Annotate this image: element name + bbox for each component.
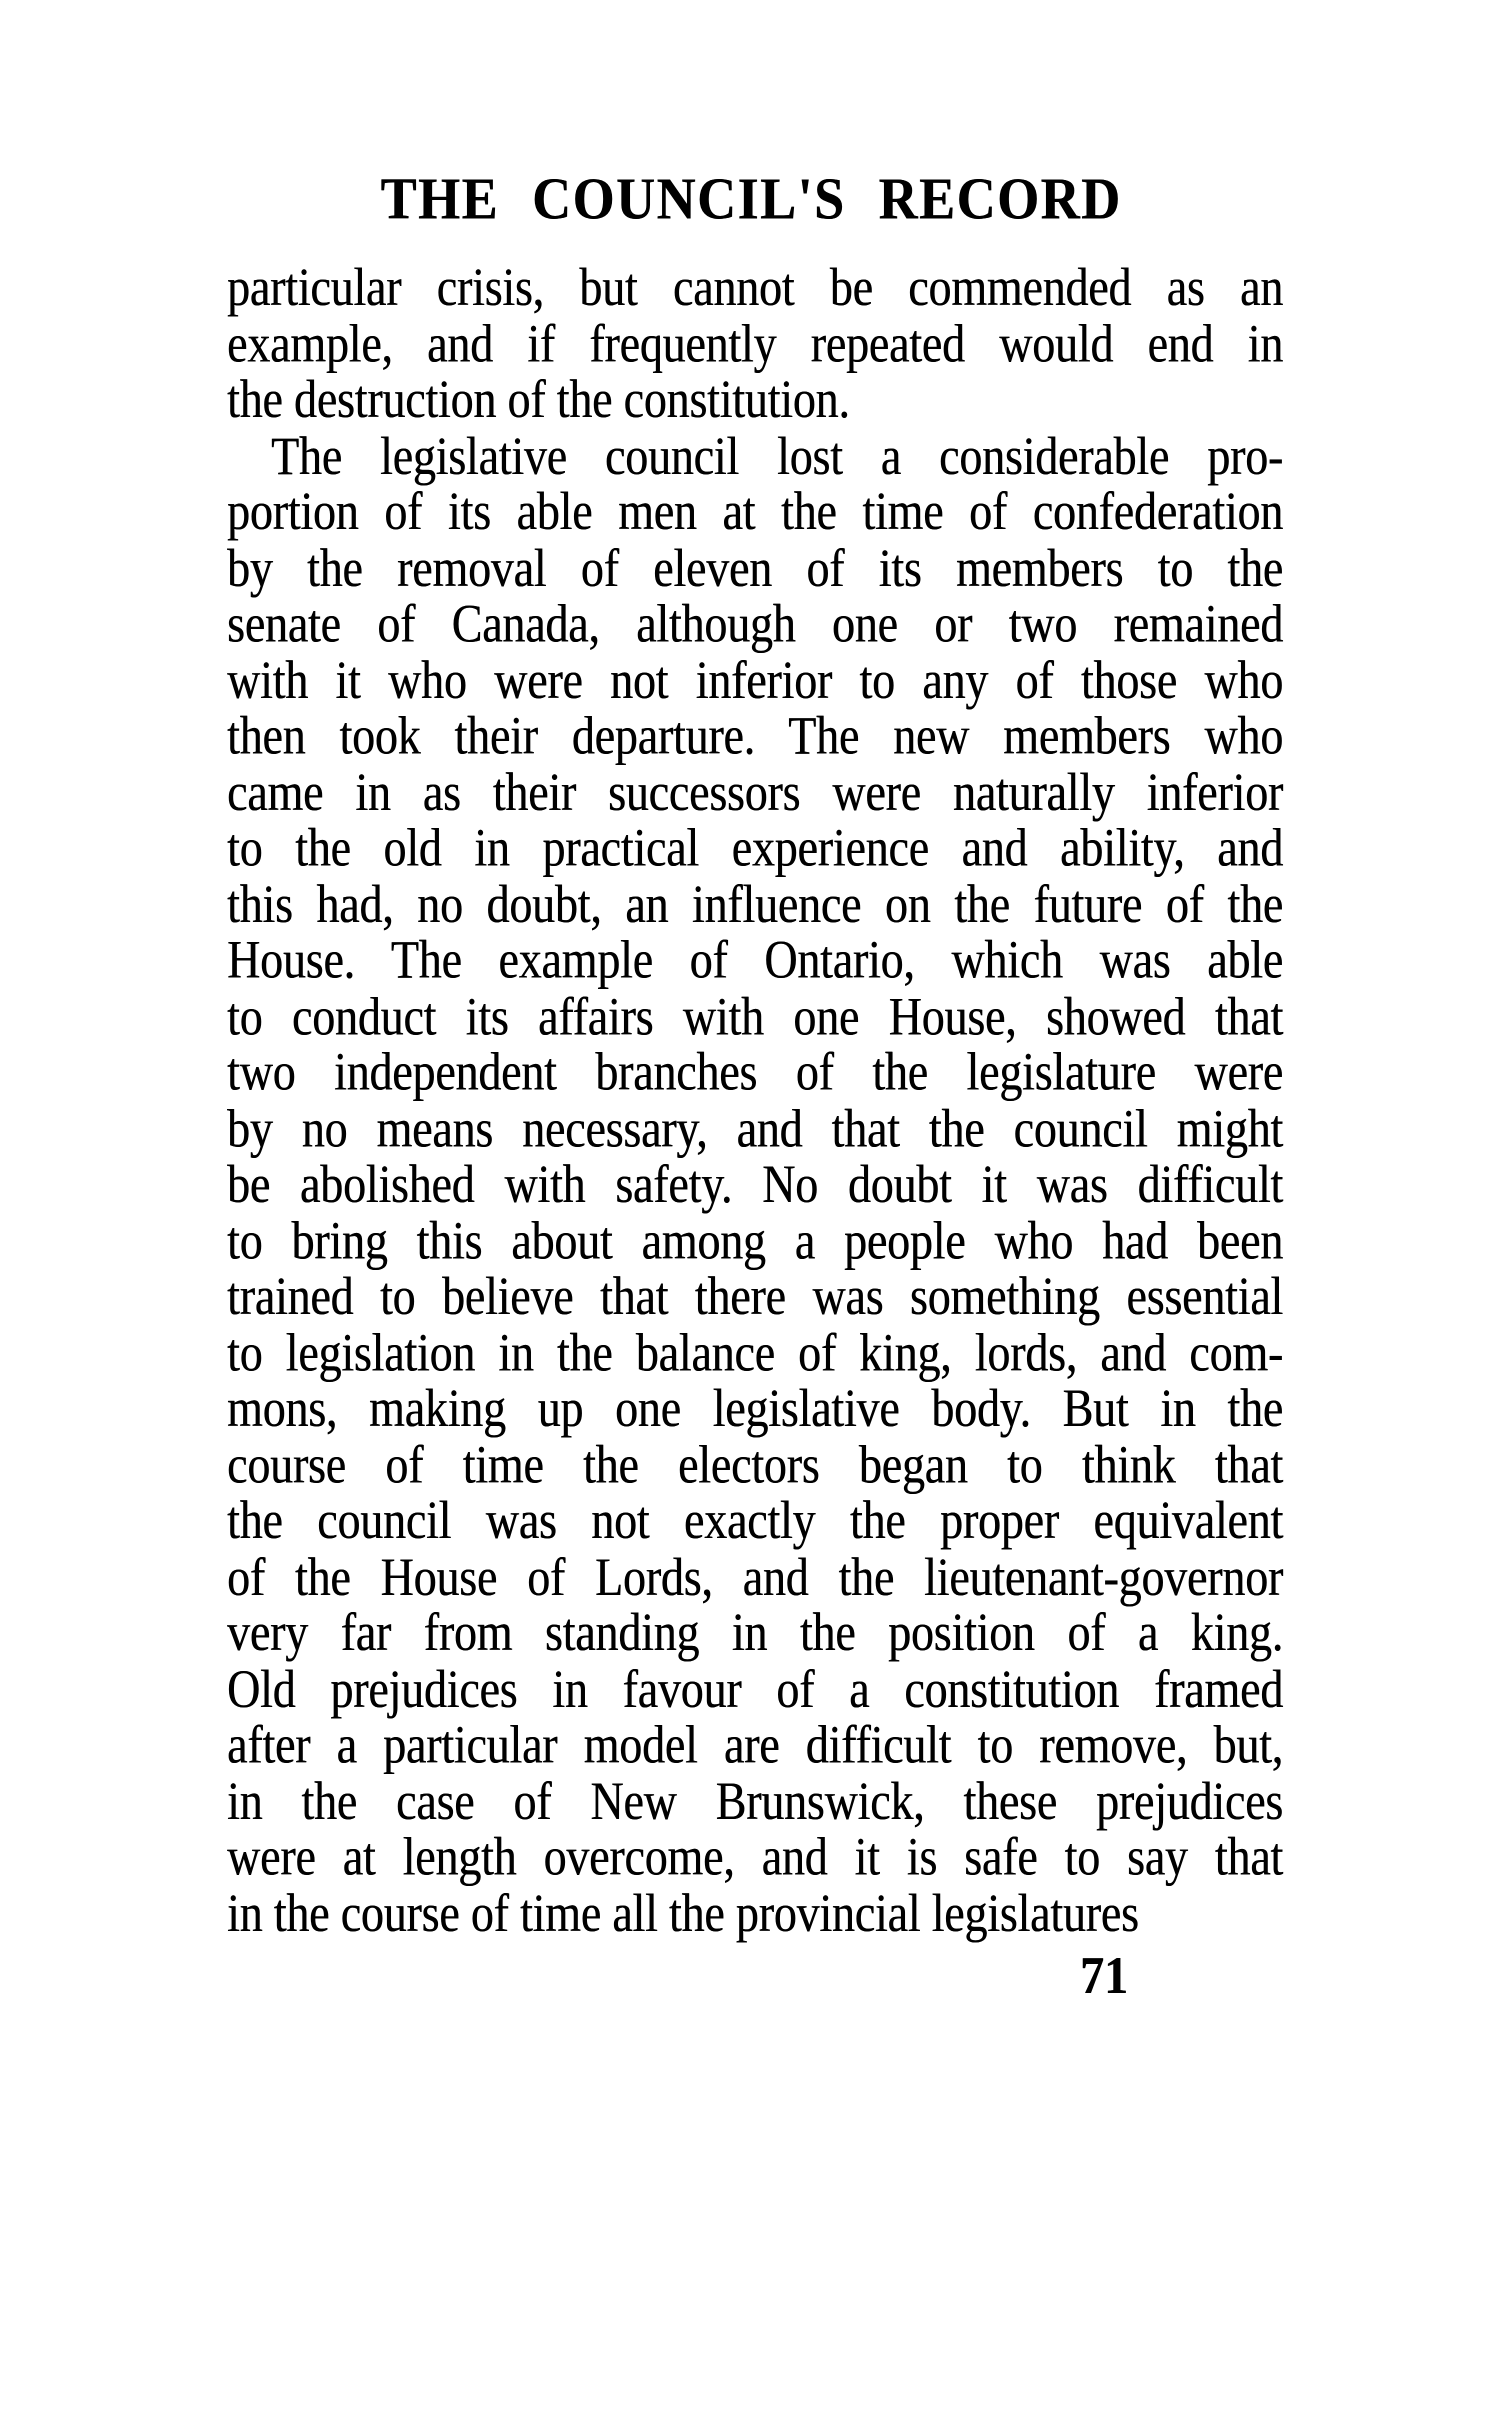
text-line: the council was not exactly the proper equivalent [227,1489,1283,1550]
text-line: House. The example of Ontario, which was able [227,929,1283,990]
text-line: senate of Canada, although one or two remained [227,592,1283,654]
text-line: The legislative council lost a considerable pro- [271,424,1283,485]
text-line: to the old in practical experience and ability, and [227,817,1283,878]
text-line: after a particular model are difficult to remove, but, [227,1713,1283,1775]
text-line: came in as their successors were naturally inferior [227,761,1283,822]
running-head: THE COUNCIL'S RECORD [380,165,1122,232]
text-line: were at length overcome, and it is safe to say that [227,1826,1283,1887]
text-line: two independent branches of the legislature were [227,1041,1283,1102]
text-line: to conduct its affairs with one House, showed that [227,985,1283,1046]
text-line: by the removal of eleven of its members to the [227,536,1283,598]
text-line: the destruction of the constitution. [227,368,850,429]
text-line: to bring this about among a people who had been [227,1209,1283,1270]
text-line: of the House of Lords, and the lieutenant-governor [227,1545,1283,1606]
page-number: 71 [1080,1946,1128,2005]
text-line: mons, making up one legislative body. But in the [227,1377,1283,1438]
text-line: then took their departure. The new members who [227,705,1283,766]
text-line: example, and if frequently repeated would end in [227,312,1283,373]
text-line: Old prejudices in favour of a constitution framed [227,1657,1283,1719]
text-line: portion of its able men at the time of confederation [227,480,1283,542]
text-line: trained to believe that there was something essential [227,1265,1283,1326]
text-line: this had, no doubt, an influence on the future of the [227,873,1283,934]
text-line: in the course of time all the provincial legislatures [227,1882,1139,1943]
body-text [227,256,1283,1943]
text-line: very far from standing in the position of a king. [227,1601,1283,1663]
text-line: by no means necessary, and that the council might [227,1097,1283,1158]
text-line: in the case of New Brunswick, these prejudices [227,1769,1283,1831]
text-line: course of time the electors began to think that [227,1433,1283,1494]
text-line: to legislation in the balance of king, lords, and com- [227,1321,1283,1382]
text-line: with it who were not inferior to any of those who [227,648,1283,710]
text-line: particular crisis, but cannot be commended as an [227,256,1283,317]
text-line: be abolished with safety. No doubt it was difficult [227,1153,1283,1214]
